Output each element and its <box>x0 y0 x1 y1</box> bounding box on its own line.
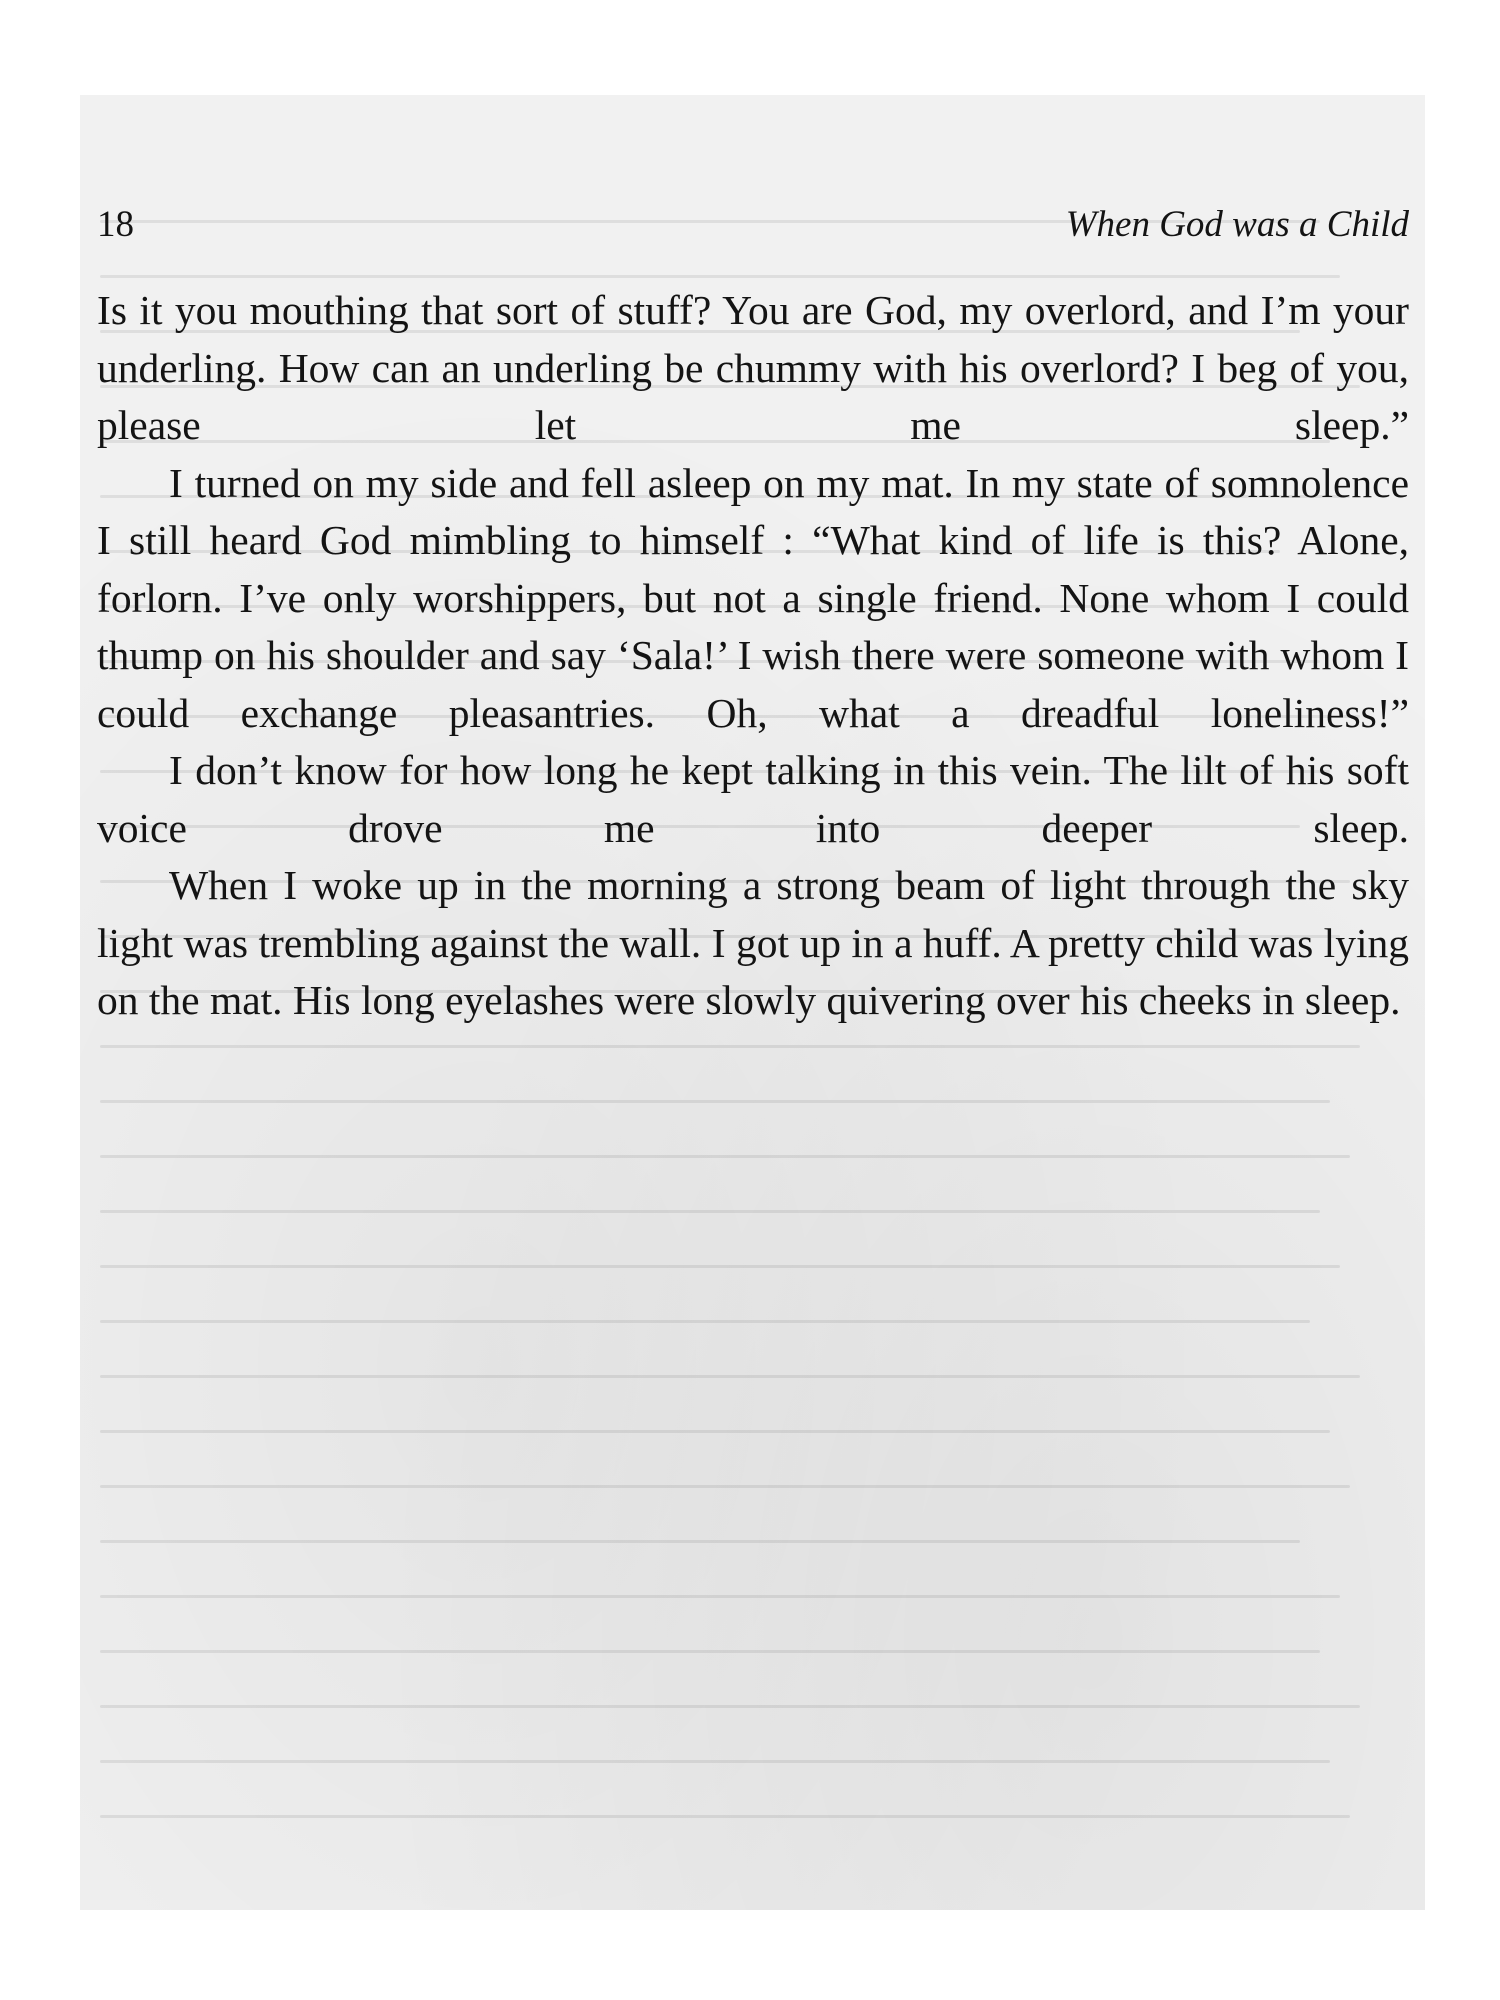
paragraph-1: Is it you mouthing that sort of stuff? You are God, my overlord, and I’m your underling. How can an underling be chummy with his overlord? I beg of you, please let me sleep.” <box>97 287 1409 448</box>
running-head <box>97 200 1409 250</box>
paragraph-3: I don’t know for how long he kept talking in this vein. The lilt of his soft voice drove me into deeper sleep. <box>97 747 1409 851</box>
paragraph-2: I turned on my side and fell asleep on my mat. In my state of somnolence I still heard God mimbling to himself : “What kind of life is this? Alone, forlorn. I’ve only worshippers, but not a single friend. None whom I could thump on his shoulder and say ‘Sala!’ I wish there were someone with whom I could exchange pleasantries. Oh, what a dreadful loneliness!” <box>97 459 1409 736</box>
running-head-title: When God was a Child <box>1065 204 1409 245</box>
body-text <box>97 282 1409 1030</box>
page-number: 18 <box>97 204 134 245</box>
paragraph-4: When I woke up in the morning a strong beam of light through the sky light was trembling against the wall. I got up in a huff. A pretty child was lying on the mat. His long eyelashes were slowly quivering over his cheeks in sleep. <box>97 862 1409 1023</box>
